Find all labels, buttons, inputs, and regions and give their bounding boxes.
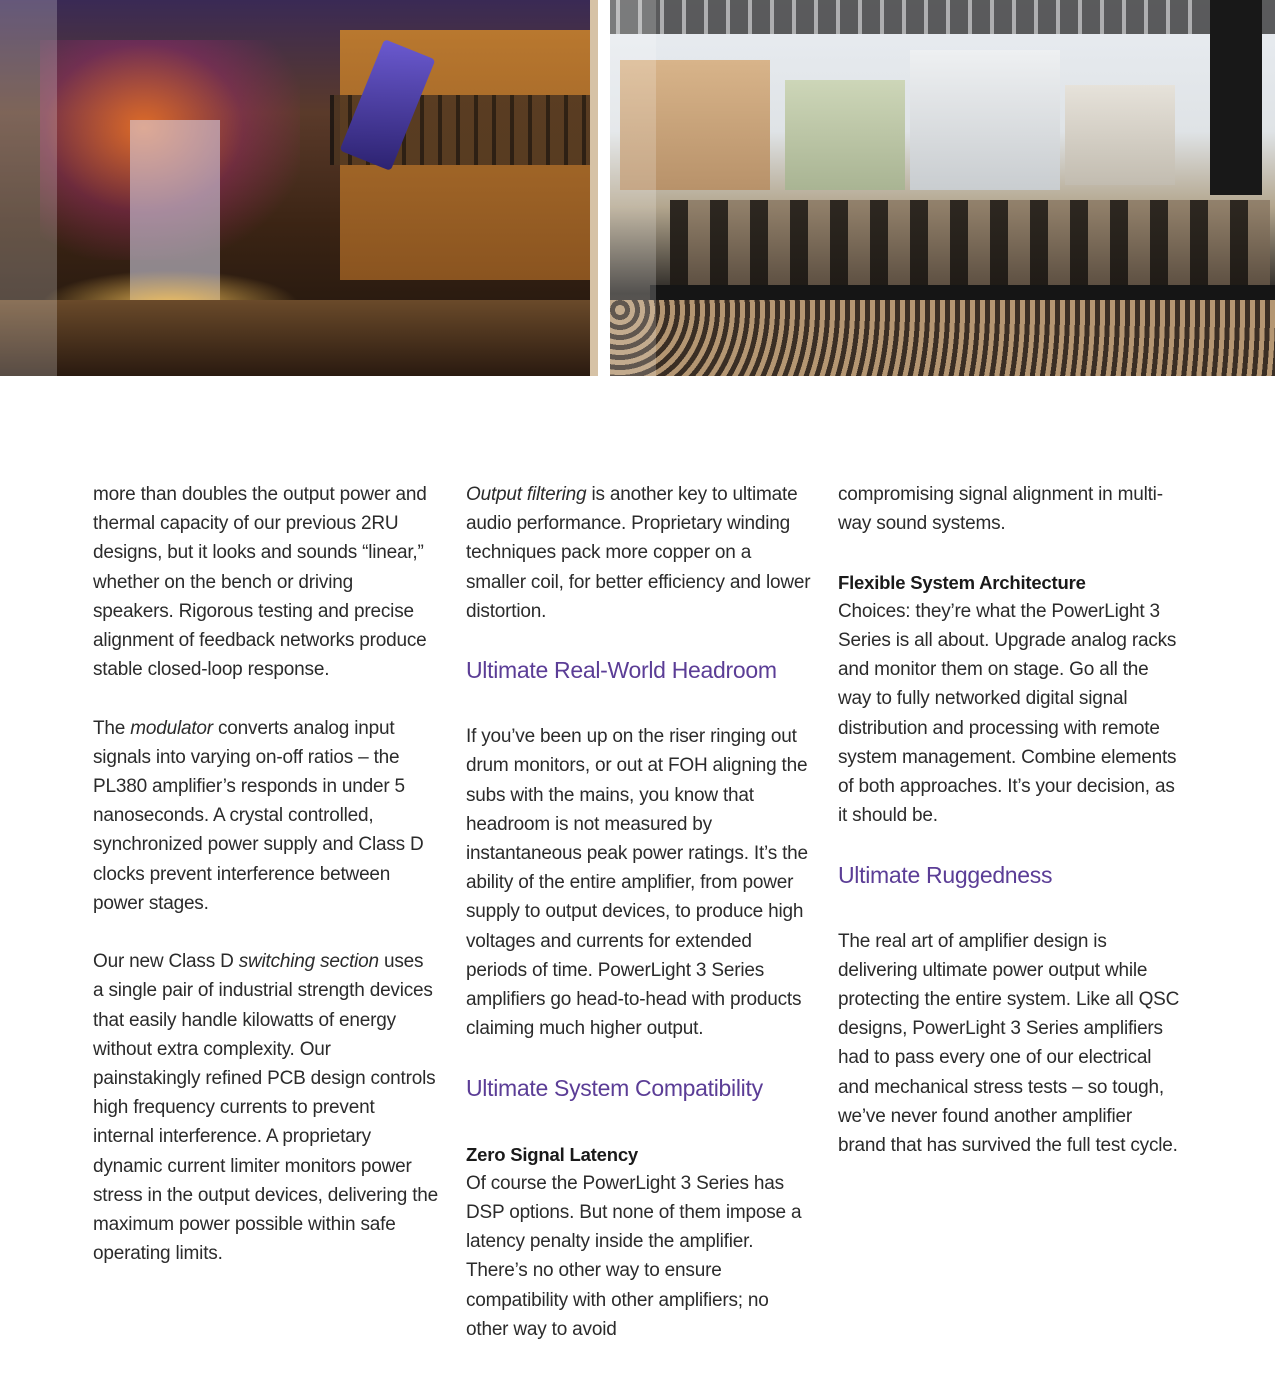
text-column-2 — [466, 480, 811, 1373]
paragraph-switching-section — [93, 947, 438, 1268]
paragraph-headroom: If you’ve been up on the riser ringing out drum monitors, or out at FOH aligning the subs with the mains, you know that headroom is not measured by instantaneous peak power ratings. It’s the ability of the entire amplifier, from power supply to output devices, to produce high voltages and currents for extended periods of time. PowerLight 3 Series amplifiers go head-to-head with products claiming much higher output. — [466, 726, 808, 1040]
photo-divider — [598, 0, 610, 376]
building — [910, 50, 1060, 190]
photo-overlay-panel-right — [610, 0, 656, 376]
building — [1065, 85, 1175, 185]
outdoor-concert-photo — [610, 0, 1275, 376]
text-column-3 — [838, 480, 1183, 1189]
photo-divider-tan — [590, 0, 598, 376]
photo-overlay-panel-left — [0, 0, 57, 376]
text-span: The — [93, 717, 131, 739]
paragraph-power: more than doubles the output power and thermal capacity of our previous 2RU designs, but it looks and sounds “linear,” whether on the bench or driving speakers. Rigorous testing and precise alignment of feedback networks produce stable closed-loop response. — [93, 484, 427, 681]
paragraph-output-filtering — [466, 480, 811, 626]
stage-floor — [0, 300, 598, 376]
speaker-tower — [1210, 0, 1262, 195]
paragraph-signal-alignment: compromising signal alignment in multi-way sound systems. — [838, 484, 1163, 535]
emphasis-output-filtering: Output filtering — [466, 484, 587, 505]
text-column-1 — [93, 480, 438, 1298]
paragraph-modulator — [93, 714, 438, 918]
heading-compatibility: Ultimate System Compatibility — [466, 1074, 763, 1101]
heading-ruggedness: Ultimate Ruggedness — [838, 861, 1053, 888]
subheading-latency: Zero Signal Latency — [466, 1143, 638, 1165]
text-span: is another key to ultimate audio performance. Proprietary winding techniques pack more copper on a smaller coil, for better efficiency and lower distortion. — [466, 484, 811, 622]
band-on-stage — [670, 200, 1270, 290]
hero-banner — [0, 0, 1275, 376]
lighting-truss — [610, 0, 1275, 34]
text-span: converts analog input signals into varying on-off ratios – the PL380 amplifier’s responds in under 5 nanoseconds. A crystal controlled, synchronized power supply and Class D clocks prevent interference between power stages. — [93, 717, 424, 914]
text-span: Our new Class D — [93, 951, 239, 973]
heading-headroom: Ultimate Real-World Headroom — [466, 657, 777, 684]
emphasis-modulator: modulator — [130, 717, 213, 739]
indoor-concert-photo — [0, 0, 598, 376]
subheading-architecture: Flexible System Architecture — [838, 571, 1086, 593]
text-span: uses a single pair of industrial strength devices that easily handle kilowatts of energy without extra complexity. Our painstakingly refined PCB design controls high frequency currents to prevent internal interference. A proprietary dynamic current limiter monitors power stress in the output devices, delivering the maximum power possible within safe operating limits. — [93, 951, 439, 1265]
paragraph-latency: Of course the PowerLight 3 Series has DSP options. But none of them impose a latency penalty inside the amplifier. There’s no other way to ensure compatibility with other amplifiers; no other way to avoid — [466, 1172, 802, 1340]
audience-crowd — [610, 300, 1275, 376]
paragraph-ruggedness: The real art of amplifier design is delivering ultimate power output while protecting the entire system. Like all QSC designs, PowerLight 3 Series amplifiers had to pass every one of our electrical and mechanical stress tests – so tough, we’ve never found another amplifier brand that has survived the full test cycle. — [838, 930, 1180, 1157]
emphasis-switching-section: switching section — [238, 951, 379, 973]
building — [785, 80, 905, 190]
paragraph-architecture: Choices: they’re what the PowerLight 3 Series is all about. Upgrade analog racks and monitor them on stage. Go all the way to fully networked digital signal distribution and processing with remote system management. Combine elements of both approaches. It’s your decision, as it should be. — [838, 600, 1177, 827]
